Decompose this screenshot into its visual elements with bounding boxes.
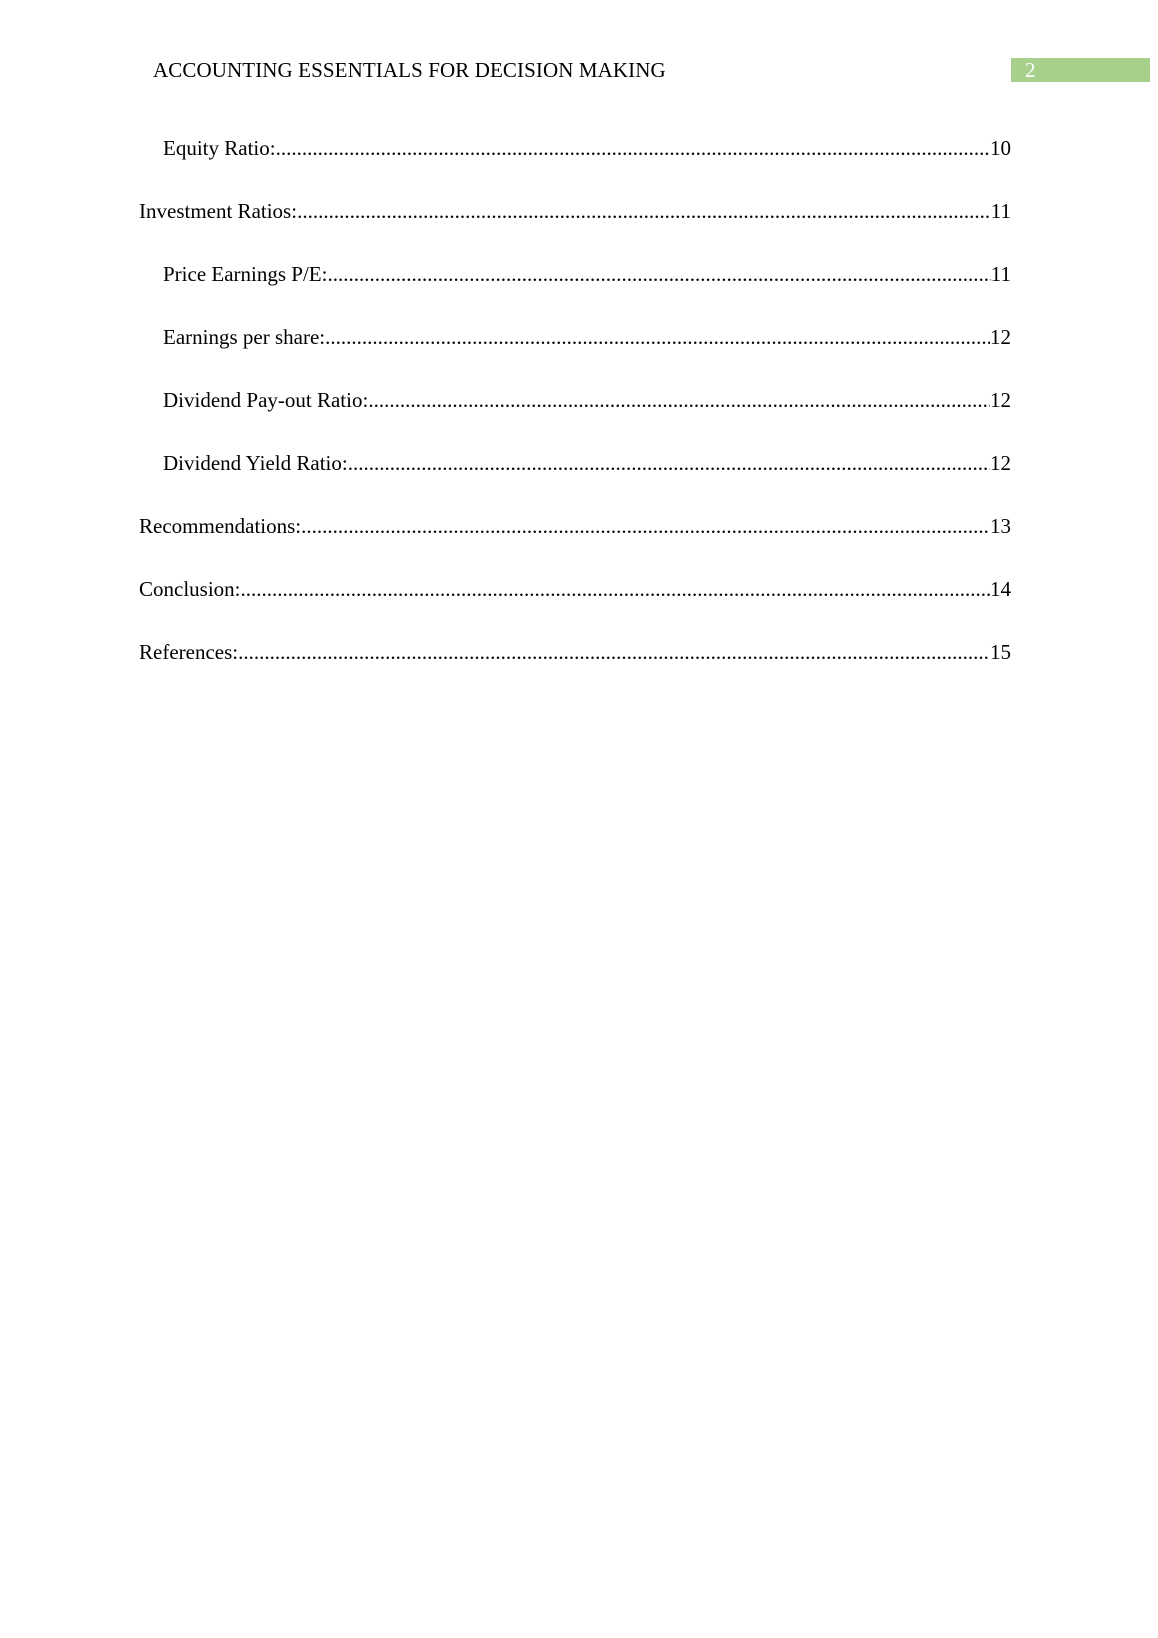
toc-dot-leader xyxy=(327,260,990,288)
toc-dot-leader xyxy=(348,449,990,477)
toc-entry-page: 15 xyxy=(990,640,1011,664)
toc-entry-page: 12 xyxy=(990,388,1011,412)
toc-dot-leader xyxy=(368,386,990,414)
toc-entry-label: Recommendations: xyxy=(139,514,302,538)
toc-dot-leader xyxy=(276,134,990,162)
toc-entry-label: Conclusion: xyxy=(139,577,241,601)
toc-entry-conclusion[interactable] xyxy=(139,575,1011,638)
toc-entry-dividend-yield-ratio[interactable] xyxy=(139,449,1011,512)
toc-dot-leader xyxy=(238,638,990,666)
running-header-title: ACCOUNTING ESSENTIALS FOR DECISION MAKING xyxy=(153,58,666,82)
toc-entry-label: Equity Ratio: xyxy=(163,136,276,160)
toc-entry-earnings-per-share[interactable] xyxy=(139,323,1011,386)
page-number-badge xyxy=(1011,58,1150,82)
toc-entry-dividend-payout-ratio[interactable] xyxy=(139,386,1011,449)
toc-entry-page: 14 xyxy=(990,577,1011,601)
toc-entry-page: 12 xyxy=(990,451,1011,475)
toc-entry-page: 10 xyxy=(990,136,1011,160)
toc-entry-equity-ratio[interactable] xyxy=(139,134,1011,197)
toc-entry-label: Price Earnings P/E: xyxy=(163,262,328,286)
toc-dot-leader xyxy=(297,197,991,225)
toc-entry-label: References: xyxy=(139,640,239,664)
toc-entry-label: Dividend Pay-out Ratio: xyxy=(163,388,369,412)
toc-entry-label: Investment Ratios: xyxy=(139,199,298,223)
toc-entry-references[interactable] xyxy=(139,638,1011,701)
toc-entry-recommendations[interactable] xyxy=(139,512,1011,575)
toc-dot-leader xyxy=(325,323,990,351)
toc-dot-leader xyxy=(241,575,990,603)
toc-entry-label: Dividend Yield Ratio: xyxy=(163,451,348,475)
toc-entry-page: 12 xyxy=(990,325,1011,349)
toc-dot-leader xyxy=(301,512,990,540)
table-of-contents xyxy=(139,134,1011,701)
toc-entry-label: Earnings per share: xyxy=(163,325,326,349)
page-number: 2 xyxy=(1025,58,1036,82)
toc-entry-page: 13 xyxy=(990,514,1011,538)
toc-entry-page: 11 xyxy=(990,199,1011,223)
toc-entry-price-earnings[interactable] xyxy=(139,260,1011,323)
toc-entry-page: 11 xyxy=(990,262,1011,286)
toc-entry-investment-ratios[interactable] xyxy=(139,197,1011,260)
